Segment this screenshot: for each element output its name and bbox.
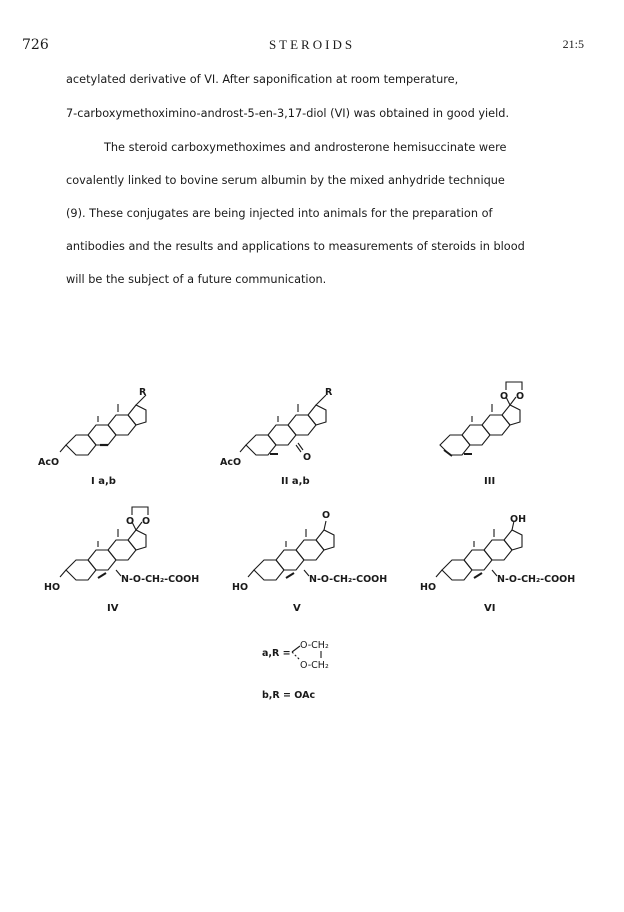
body-line: (9). These conjugates are being injected into animals for the preparation of: [66, 207, 493, 220]
keto-o-label: O: [303, 452, 312, 463]
legend-a-bottom: O-CH₂: [300, 660, 329, 671]
compound-label-V: V: [293, 603, 301, 614]
ketal-o-label: O: [516, 391, 525, 402]
section-number: 21:5: [562, 37, 584, 51]
legend-a-prefix: a,R =: [262, 648, 291, 659]
structure-I: [60, 395, 146, 455]
compound-label-III: III: [484, 476, 496, 487]
legend-b: b,R = OAc: [262, 690, 316, 701]
ketal-o-label: O: [500, 391, 509, 402]
ketal-o-label: O: [142, 516, 151, 527]
body-line: covalently linked to bovine serum albumin by the mixed anhydride technique: [66, 174, 505, 187]
ho-label: HO: [44, 582, 61, 593]
body-line: antibodies and the results and applications to measurements of steroids in blood: [66, 240, 525, 253]
ketal-o-label: O: [126, 516, 135, 527]
aco-label: AcO: [220, 457, 242, 468]
structure-VI: [436, 521, 522, 580]
compound-label-IV: IV: [107, 603, 119, 614]
structure-IV: [60, 507, 151, 580]
oh-label: OH: [510, 514, 527, 525]
structure-III: [440, 382, 525, 456]
ho-label: HO: [232, 582, 249, 593]
page-number: 726: [22, 37, 49, 53]
body-line: acetylated derivative of VI. After saponification at room temperature,: [66, 73, 459, 86]
ho-label: HO: [420, 582, 437, 593]
aco-label: AcO: [38, 457, 60, 468]
r-label: R: [139, 387, 147, 398]
compound-label-VI: VI: [484, 603, 496, 614]
keto-o-label: O: [322, 510, 331, 521]
journal-title: STEROIDS: [268, 37, 356, 52]
oxime-chain: N-O-CH₂-COOH: [497, 574, 576, 585]
compound-label-II: II a,b: [281, 476, 310, 487]
oxime-chain: N-O-CH₂-COOH: [309, 574, 388, 585]
body-line: 7-carboxymethoximino-androst-5-en-3,17-diol (VI) was obtained in good yield.: [66, 107, 510, 120]
legend-a-top: O-CH₂: [300, 640, 329, 651]
structure-V: [248, 521, 334, 580]
r-label: R: [325, 387, 333, 398]
compound-label-I: I a,b: [91, 476, 116, 487]
body-line: will be the subject of a future communication.: [66, 273, 327, 286]
structure-II: [240, 395, 326, 455]
oxime-chain: N-O-CH₂-COOH: [121, 574, 200, 585]
body-line: The steroid carboxymethoximes and androsterone hemisuccinate were: [104, 141, 507, 154]
